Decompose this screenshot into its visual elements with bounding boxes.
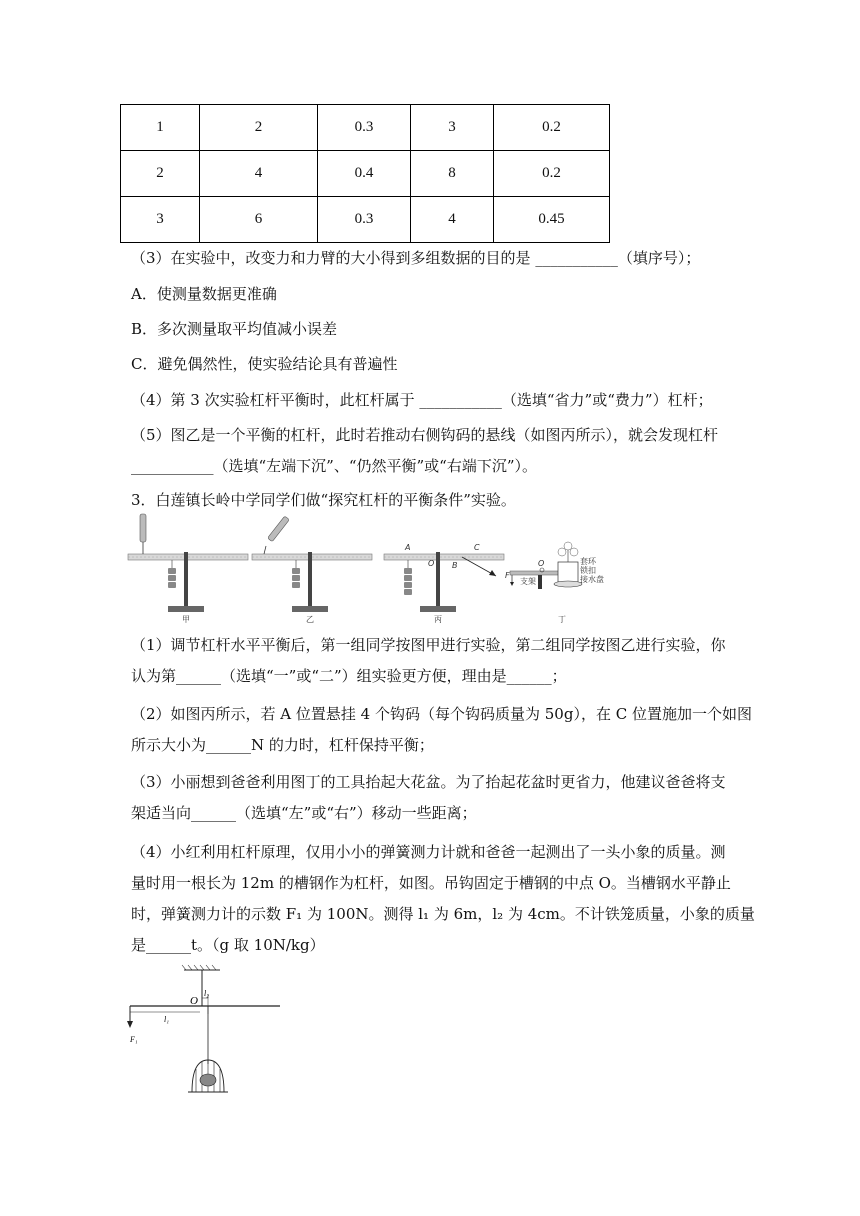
table-cell: 4	[411, 197, 494, 243]
q3-part3-line1: （3）小丽想到爸爸利用图丁的工具抬起大花盆。为了抬起花盆时更省力，他建议爸爸将支	[131, 773, 726, 791]
q3-part1-line2: 认为第______（选填“一”或“二”）组实验更方便，理由是______；	[131, 667, 567, 685]
label-buckle: 锁扣	[580, 566, 596, 575]
data-table	[120, 104, 610, 243]
label-support: 支架	[520, 577, 536, 586]
table-row	[121, 197, 610, 243]
figure-yi	[252, 516, 372, 624]
table-cell: 0.2	[494, 151, 610, 197]
table-cell: 2	[200, 105, 318, 151]
table-cell: 4	[200, 151, 318, 197]
option-a: A．使测量数据更准确	[131, 285, 277, 303]
q3-part1-line1: （1）调节杠杆水平平衡后，第一组同学按图甲进行实验，第二组同学按图乙进行实验，你	[131, 636, 726, 654]
table-cell: 3	[121, 197, 200, 243]
q3-title: 3．白莲镇长岭中学同学们做“探究杠杆的平衡条件”实验。	[131, 491, 516, 509]
caption-jia: 甲	[182, 615, 190, 624]
label-a: A	[405, 543, 411, 552]
q3-part2-line2: 所示大小为______N 的力时，杠杆保持平衡；	[131, 736, 434, 754]
label-f: F	[505, 571, 510, 580]
table-cell: 6	[200, 197, 318, 243]
q3-part4-line3: 时，弹簧测力计的示数 F₁ 为 100N。测得 l₁ 为 6m，l₂ 为 4cm。不计铁笼质量，小象的质量	[131, 905, 755, 923]
lever-experiment-figures	[126, 512, 604, 624]
label-o-ding: O	[538, 559, 545, 568]
table-cell: 3	[411, 105, 494, 151]
figure-bing	[384, 543, 504, 624]
caption-ding: 丁	[558, 615, 566, 624]
table-cell: 1	[121, 105, 200, 151]
q2-part5-line2: ___________（选填“左端下沉”、“仍然平衡”或“右端下沉”）。	[131, 457, 538, 475]
label-b: B	[452, 561, 458, 570]
q3-part3-line2: 架适当向______（选填“左”或“右”）移动一些距离；	[131, 804, 477, 822]
option-c: C．避免偶然性，使实验结论具有普遍性	[131, 355, 398, 373]
q2-part4: （4）第 3 次实验杠杆平衡时，此杠杆属于 ___________（选填“省力”或“费力”）杠杆；	[131, 391, 713, 409]
label-l1: l₁	[164, 1015, 170, 1024]
option-b: B．多次测量取平均值减小误差	[131, 320, 338, 338]
table-cell: 0.3	[318, 105, 411, 151]
q3-part4-line1: （4）小红利用杠杆原理，仅用小小的弹簧测力计就和爸爸一起测出了一头小象的质量。测	[131, 843, 726, 861]
table-cell: 0.3	[318, 197, 411, 243]
table-cell: 0.4	[318, 151, 411, 197]
table-cell: 8	[411, 151, 494, 197]
figure-ding	[505, 542, 604, 624]
figure-jia	[128, 514, 248, 624]
q2-part3: （3）在实验中，改变力和力臂的大小得到多组数据的目的是 ___________（填序号）；	[131, 249, 701, 267]
label-f1: F₁	[130, 1035, 138, 1044]
table-cell: 0.2	[494, 105, 610, 151]
table-row	[121, 105, 610, 151]
label-ring: 套环	[580, 557, 596, 566]
q3-part4-line2: 量时用一根长为 12m 的槽钢作为杠杆，如图。吊钩固定于槽钢的中点 O。当槽钢水平静止	[131, 874, 731, 892]
table-cell: 2	[121, 151, 200, 197]
label-c: C	[474, 543, 480, 552]
caption-bing: 丙	[434, 615, 442, 624]
q3-part4-line4: 是______t。（g 取 10N/kg）	[131, 936, 325, 954]
elephant-lever-figure	[124, 964, 284, 1094]
label-o-elephant: O	[190, 995, 198, 1007]
q2-part5-line1: （5）图乙是一个平衡的杠杆，此时若推动右侧钩码的悬线（如图丙所示），就会发现杠杆	[131, 426, 719, 444]
label-tray: 接水盘	[580, 575, 604, 584]
label-o: O	[428, 559, 435, 568]
caption-yi: 乙	[306, 615, 314, 624]
q3-part2-line1: （2）如图丙所示，若 A 位置悬挂 4 个钩码（每个钩码质量为 50g），在 C 位置施加一个如图	[131, 705, 752, 723]
table-cell: 0.45	[494, 197, 610, 243]
table-row	[121, 151, 610, 197]
label-l2: l₂	[204, 989, 210, 998]
